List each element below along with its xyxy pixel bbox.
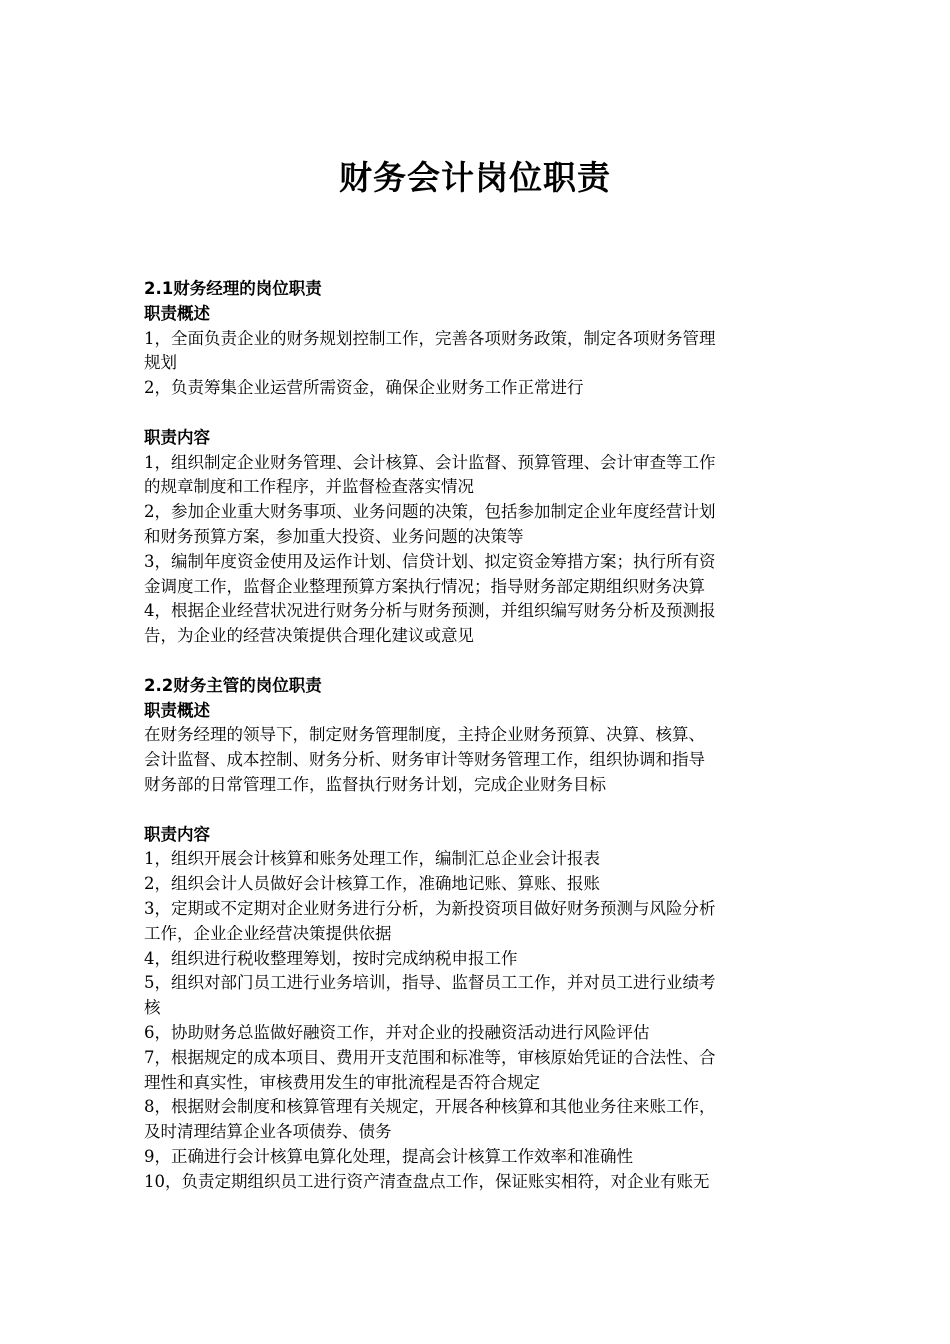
- text-line: 金调度工作，监督企业整理预算方案执行情况；指导财务部定期组织财务决算: [144, 576, 705, 596]
- text-line: 的规章制度和工作程序，并监督检查落实情况: [144, 477, 474, 497]
- text-line: 规划: [144, 353, 177, 373]
- section-finance-supervisor: [144, 674, 808, 1195]
- text-line: 3，编制年度资金使用及运作计划、信贷计划、拟定资金筹措方案；执行所有资: [144, 551, 716, 571]
- text-line: 2，负责筹集企业运营所需资金，确保企业财务工作正常进行: [144, 378, 584, 398]
- paragraph-gap: [144, 798, 808, 823]
- text-line: 1，组织开展会计核算和账务处理工作，编制汇总企业会计报表: [144, 849, 600, 869]
- section-heading: 2.2财务主管的岗位职责: [144, 675, 322, 695]
- text-line: 10，负责定期组织员工进行资产清查盘点工作，保证账实相符，对企业有账无: [144, 1171, 710, 1191]
- text-line: 理性和真实性，审核费用发生的审批流程是否符合规定: [144, 1072, 540, 1092]
- overview-label: 职责概述: [144, 303, 210, 323]
- text-line: 6，协助财务总监做好融资工作，并对企业的投融资活动进行风险评估: [144, 1022, 650, 1042]
- text-line: 9，正确进行会计核算电算化处理，提高会计核算工作效率和准确性: [144, 1146, 633, 1166]
- text-line: 会计监督、成本控制、财务分析、财务审计等财务管理工作，组织协调和指导: [144, 750, 705, 770]
- section-finance-manager: [144, 277, 808, 649]
- content-label: 职责内容: [144, 427, 210, 447]
- text-line: 4，根据企业经营状况进行财务分析与财务预测，并组织编写财务分析及预测报: [144, 601, 716, 621]
- text-line: 2，参加企业重大财务事项、业务问题的决策，包括参加制定企业年度经营计划: [144, 502, 716, 522]
- text-line: 2，组织会计人员做好会计核算工作，准确地记账、算账、报账: [144, 874, 600, 894]
- text-line: 8，根据财会制度和核算管理有关规定，开展各种核算和其他业务往来账工作，: [144, 1097, 716, 1117]
- text-line: 工作，企业企业经营决策提供依据: [144, 923, 392, 943]
- overview-label: 职责概述: [144, 700, 210, 720]
- text-line: 1，组织制定企业财务管理、会计核算、会计监督、预算管理、会计审查等工作: [144, 452, 716, 472]
- paragraph-gap: [144, 649, 808, 674]
- text-line: 及时清理结算企业各项债券、债务: [144, 1122, 392, 1142]
- text-line: 核: [144, 998, 161, 1018]
- text-line: 1，全面负责企业的财务规划控制工作，完善各项财务政策，制定各项财务管理: [144, 328, 716, 348]
- section-heading: 2.1财务经理的岗位职责: [144, 279, 322, 298]
- text-line: 告，为企业的经营决策提供合理化建议或意见: [144, 626, 474, 646]
- paragraph-gap: [144, 401, 808, 426]
- text-line: 7，根据规定的成本项目、费用开支范围和标准等，审核原始凭证的合法性、合: [144, 1047, 716, 1067]
- text-line: 4，组织进行税收整理筹划，按时完成纳税申报工作: [144, 948, 518, 968]
- text-line: 3，定期或不定期对企业财务进行分析，为新投资项目做好财务预测与风险分析: [144, 898, 716, 918]
- document-title: 财务会计岗位职责: [339, 158, 611, 197]
- text-line: 财务部的日常管理工作，监督执行财务计划，完成企业财务目标: [144, 774, 606, 794]
- content-label: 职责内容: [144, 824, 210, 844]
- text-line: 和财务预算方案，参加重大投资、业务问题的决策等: [144, 526, 524, 546]
- text-line: 在财务经理的领导下，制定财务管理制度，主持企业财务预算、决算、核算、: [144, 725, 705, 745]
- document-body: [144, 277, 808, 1194]
- text-line: 5，组织对部门员工进行业务培训，指导、监督员工工作，并对员工进行业绩考: [144, 973, 716, 993]
